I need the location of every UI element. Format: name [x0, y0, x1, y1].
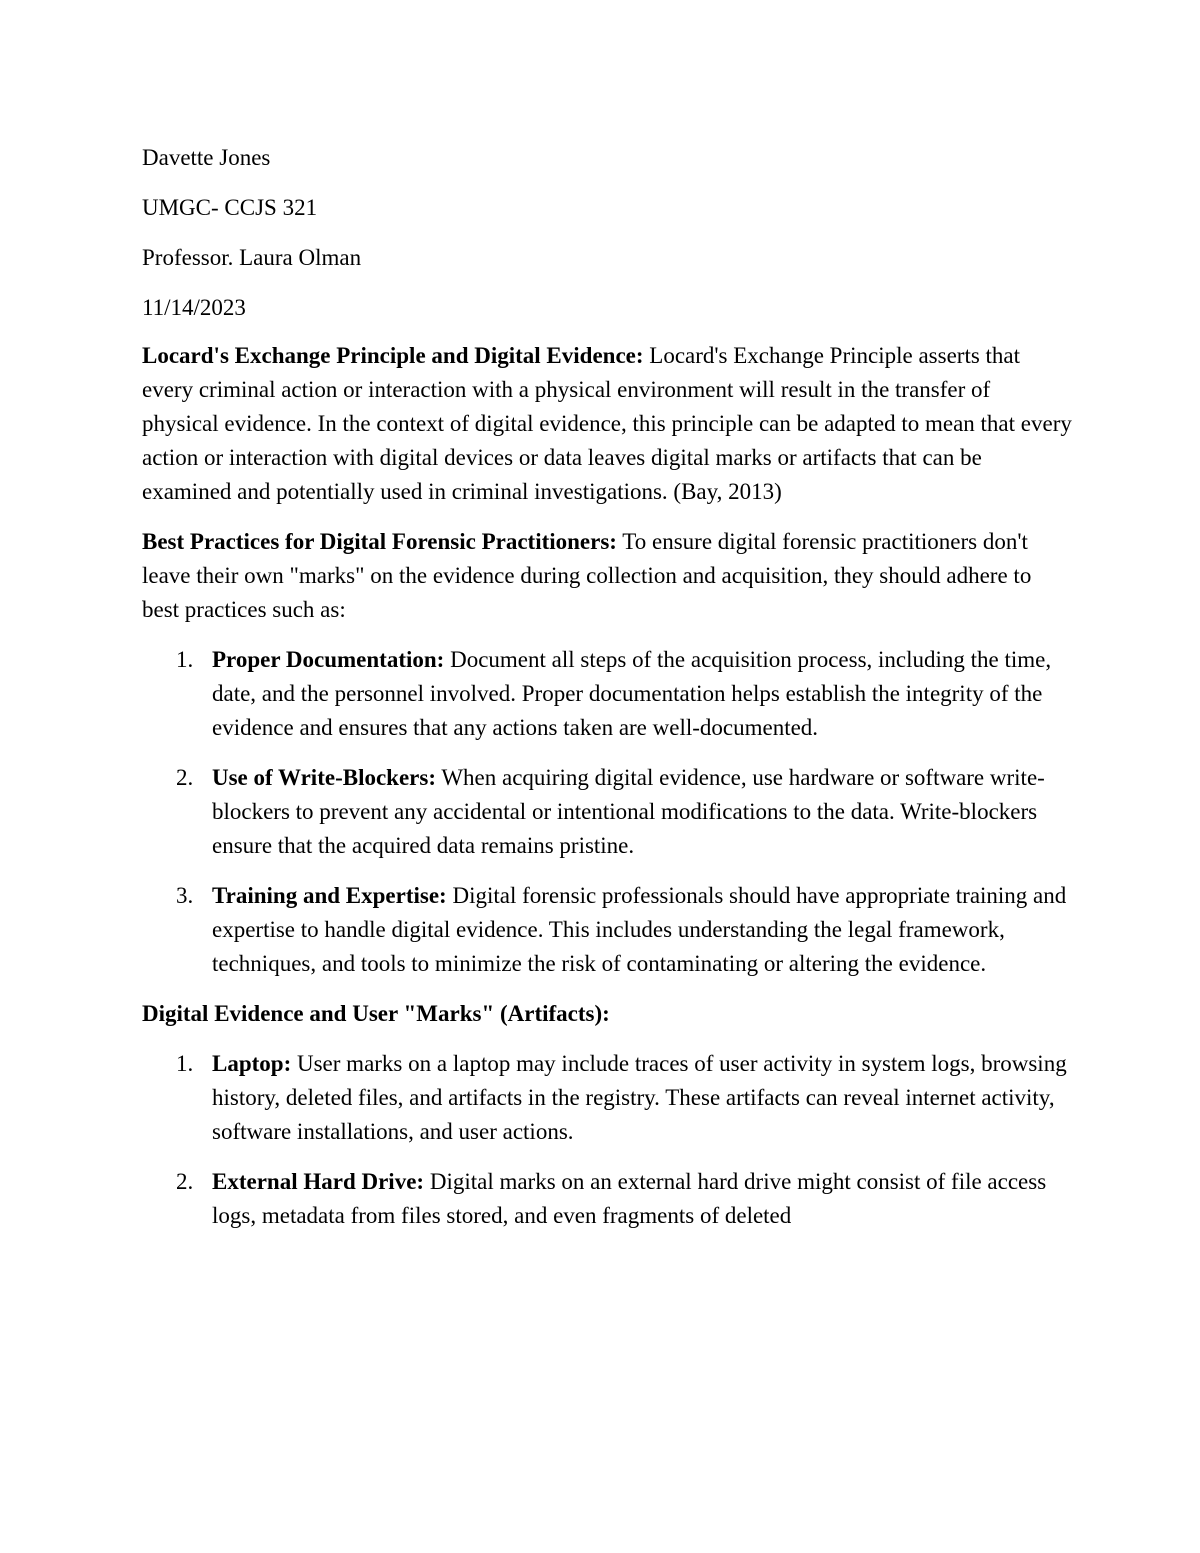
list-item-title: Training and Expertise: [212, 883, 447, 908]
list-item [142, 1165, 1072, 1233]
list-item-title: Laptop: [212, 1051, 292, 1076]
user-marks-list [142, 1047, 1072, 1233]
list-item-title: Proper Documentation: [212, 647, 445, 672]
user-marks-heading: Digital Evidence and User "Marks" (Artifacts): [142, 1001, 610, 1026]
list-item-title: External Hard Drive: [212, 1169, 425, 1194]
list-item [142, 761, 1072, 863]
list-number: 1. [176, 1051, 194, 1076]
best-practices-paragraph [142, 525, 1072, 627]
list-number: 1. [176, 647, 194, 672]
list-number: 2. [176, 1169, 194, 1194]
locard-heading: Locard's Exchange Principle and Digital Evidence: [142, 343, 644, 368]
author-name: Davette Jones [142, 145, 271, 170]
locard-paragraph [142, 339, 1072, 509]
document-page [142, 141, 1072, 1249]
locard-body: Locard's Exchange Principle asserts that every criminal action or interaction with a physical environment will result in the transfer of physical evidence. In the context of digital evidence, this principle can be adapted to mean that every action or interaction with digital devices or data leaves digital marks or artifacts that can be examined and potentially used in criminal investigations. (Bay, 2013) [142, 343, 1072, 504]
list-item [142, 643, 1072, 745]
list-number: 2. [176, 765, 194, 790]
professor-name: Professor. Laura Olman [142, 245, 362, 270]
course-name: UMGC- CCJS 321 [142, 195, 318, 220]
list-item [142, 879, 1072, 981]
best-practices-intro: To ensure digital forensic practitioners don't leave their own "marks" on the evidence during collection and acquisition, they should adhere to best practices such as: [142, 529, 1032, 622]
list-number: 3. [176, 883, 194, 908]
submission-date: 11/14/2023 [142, 295, 246, 320]
list-item-title: Use of Write-Blockers: [212, 765, 436, 790]
list-item-text: Digital marks on an external hard drive might consist of file access logs, metadata from files stored, and even fragments of deleted [212, 1169, 1047, 1228]
best-practices-list [142, 643, 1072, 981]
list-item [142, 1047, 1072, 1149]
list-item-text: Document all steps of the acquisition process, including the time, date, and the personnel involved. Proper documentation helps establish the integrity of the evidence and ensures that any actions taken are well-documented. [212, 647, 1052, 740]
list-item-text: When acquiring digital evidence, use hardware or software write-blockers to prevent any accidental or intentional modifications to the data. Write-blockers ensure that the acquired data remains pristine. [212, 765, 1045, 858]
list-item-text: Digital forensic professionals should have appropriate training and expertise to handle digital evidence. This includes understanding the legal framework, techniques, and tools to minimize the risk of contaminating or altering the evidence. [212, 883, 1067, 976]
best-practices-heading: Best Practices for Digital Forensic Practitioners: [142, 529, 617, 554]
list-item-text: User marks on a laptop may include traces of user activity in system logs, browsing history, deleted files, and artifacts in the registry. These artifacts can reveal internet activity, software installations, and user actions. [212, 1051, 1067, 1144]
